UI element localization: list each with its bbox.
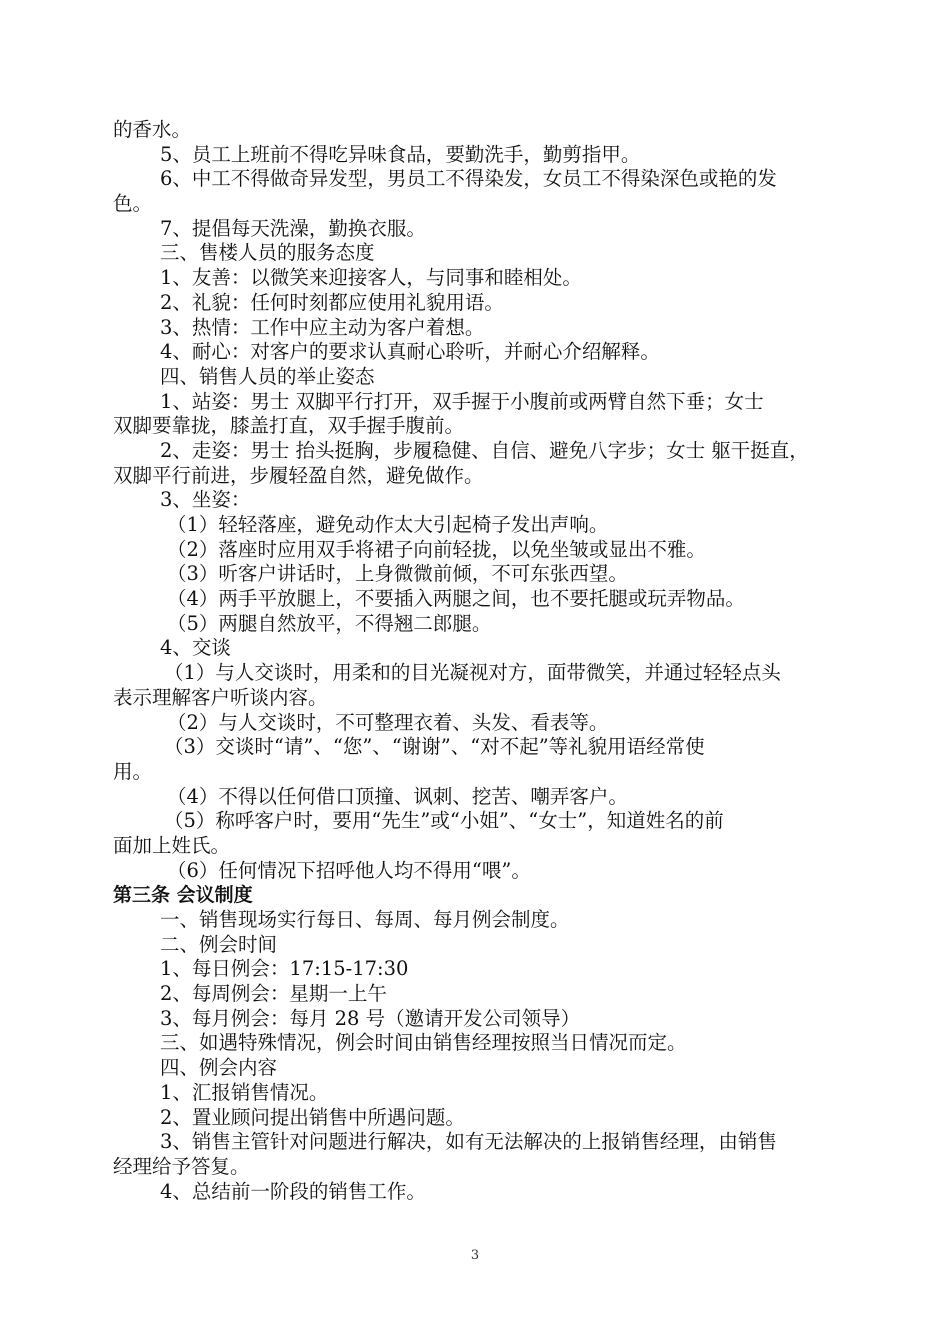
text-line: 2、每周例会：星期一上午 (160, 982, 387, 1006)
text-line: （3）听客户讲话时，上身微微前倾，不可东张西望。 (167, 562, 628, 586)
text-line: 经理给予答复。 (113, 1154, 250, 1178)
text-line: 面加上姓氏。 (113, 833, 231, 857)
text-line: 色。 (113, 192, 153, 216)
text-line: （6）任何情况下招呼他人均不得用“喂”。 (167, 858, 531, 882)
text-line: 6、中工不得做奇异发型，男员工不得染发，女员工不得染深色或艳的发 (160, 167, 777, 191)
text-line: （2）落座时应用双手将裙子向前轻拢，以免坐皱或显出不雅。 (167, 537, 706, 561)
text-line: 7、提倡每天洗澡，勤换衣服。 (160, 216, 426, 240)
text-line: 1、友善：以微笑来迎接客人，与同事和睦相处。 (160, 266, 582, 290)
text-line: （5）两腿自然放平，不得翘二郎腿。 (167, 611, 492, 635)
text-line: 双脚平行前进，步履轻盈自然，避免做作。 (113, 463, 484, 487)
document-body (113, 118, 840, 1204)
text-line: 3、每月例会：每月 28 号（邀请开发公司领导） (160, 1006, 581, 1030)
text-line: 4、耐心：对客户的要求认真耐心聆听，并耐心介绍解释。 (160, 340, 660, 364)
text-line: 双脚要靠拢，膝盖打直，双手握手腹前。 (113, 414, 465, 438)
text-line: （2）与人交谈时，不可整理衣着、头发、看表等。 (167, 710, 609, 734)
text-line: 5、员工上班前不得吃异味食品，要勤洗手，勤剪指甲。 (160, 142, 641, 166)
text-line: 四、销售人员的举止姿态 (160, 364, 375, 388)
page-number: 3 (470, 1248, 480, 1263)
text-line: 表示理解客户听谈内容。 (113, 685, 328, 709)
text-line: 4、总结前一阶段的销售工作。 (160, 1179, 426, 1203)
text-line: 2、走姿：男士 抬头挺胸，步履稳健、自信、避免八字步；女士 躯干挺直， (160, 438, 809, 462)
text-line: 3、坐姿： (160, 488, 251, 512)
text-line: （5）称呼客户时，要用“先生”或“小姐”、“女士”，知道姓名的前 (164, 809, 724, 833)
section-heading: 第三条 会议制度 (113, 884, 253, 907)
text-line: 二、例会时间 (160, 932, 278, 956)
text-line: （3）交谈时“请”、“您”、“谢谢”、“对不起”等礼貌用语经常使 (164, 735, 705, 759)
text-line: （1）与人交谈时，用柔和的目光凝视对方，面带微笑，并通过轻轻点头 (164, 661, 781, 685)
text-line: 的香水。 (113, 118, 192, 141)
text-line: 3、热情：工作中应主动为客户着想。 (160, 315, 485, 339)
text-line: 1、每日例会：17:15-17:30 (160, 957, 409, 981)
text-line: 2、置业顾问提出销售中所遇问题。 (160, 1105, 465, 1129)
text-line: 1、汇报销售情况。 (160, 1080, 329, 1104)
text-line: （4）不得以任何借口顶撞、讽刺、挖苦、嘲弄客户。 (167, 784, 628, 808)
text-line: 用。 (113, 759, 153, 783)
text-line: 1、站姿：男士 双脚平行打开，双手握于小腹前或两臂自然下垂；女士 (160, 389, 764, 413)
text-line: （1）轻轻落座，避免动作太大引起椅子发出声响。 (167, 513, 609, 536)
text-line: 3、销售主管针对问题进行解决，如有无法解决的上报销售经理，由销售 (160, 1130, 777, 1154)
text-line: 三、如遇特殊情况，例会时间由销售经理按照当日情况而定。 (160, 1031, 687, 1055)
text-line: 2、礼貌：任何时刻都应使用礼貌用语。 (160, 290, 504, 314)
text-line: 一、销售现场实行每日、每周、每月例会制度。 (160, 908, 570, 931)
text-line: 四、例会内容 (160, 1056, 278, 1080)
text-line: （4）两手平放腿上，不要插入两腿之间，也不要托腿或玩弄物品。 (167, 587, 745, 611)
text-line: 4、交谈 (160, 636, 231, 660)
text-line: 三、售楼人员的服务态度 (160, 241, 375, 265)
